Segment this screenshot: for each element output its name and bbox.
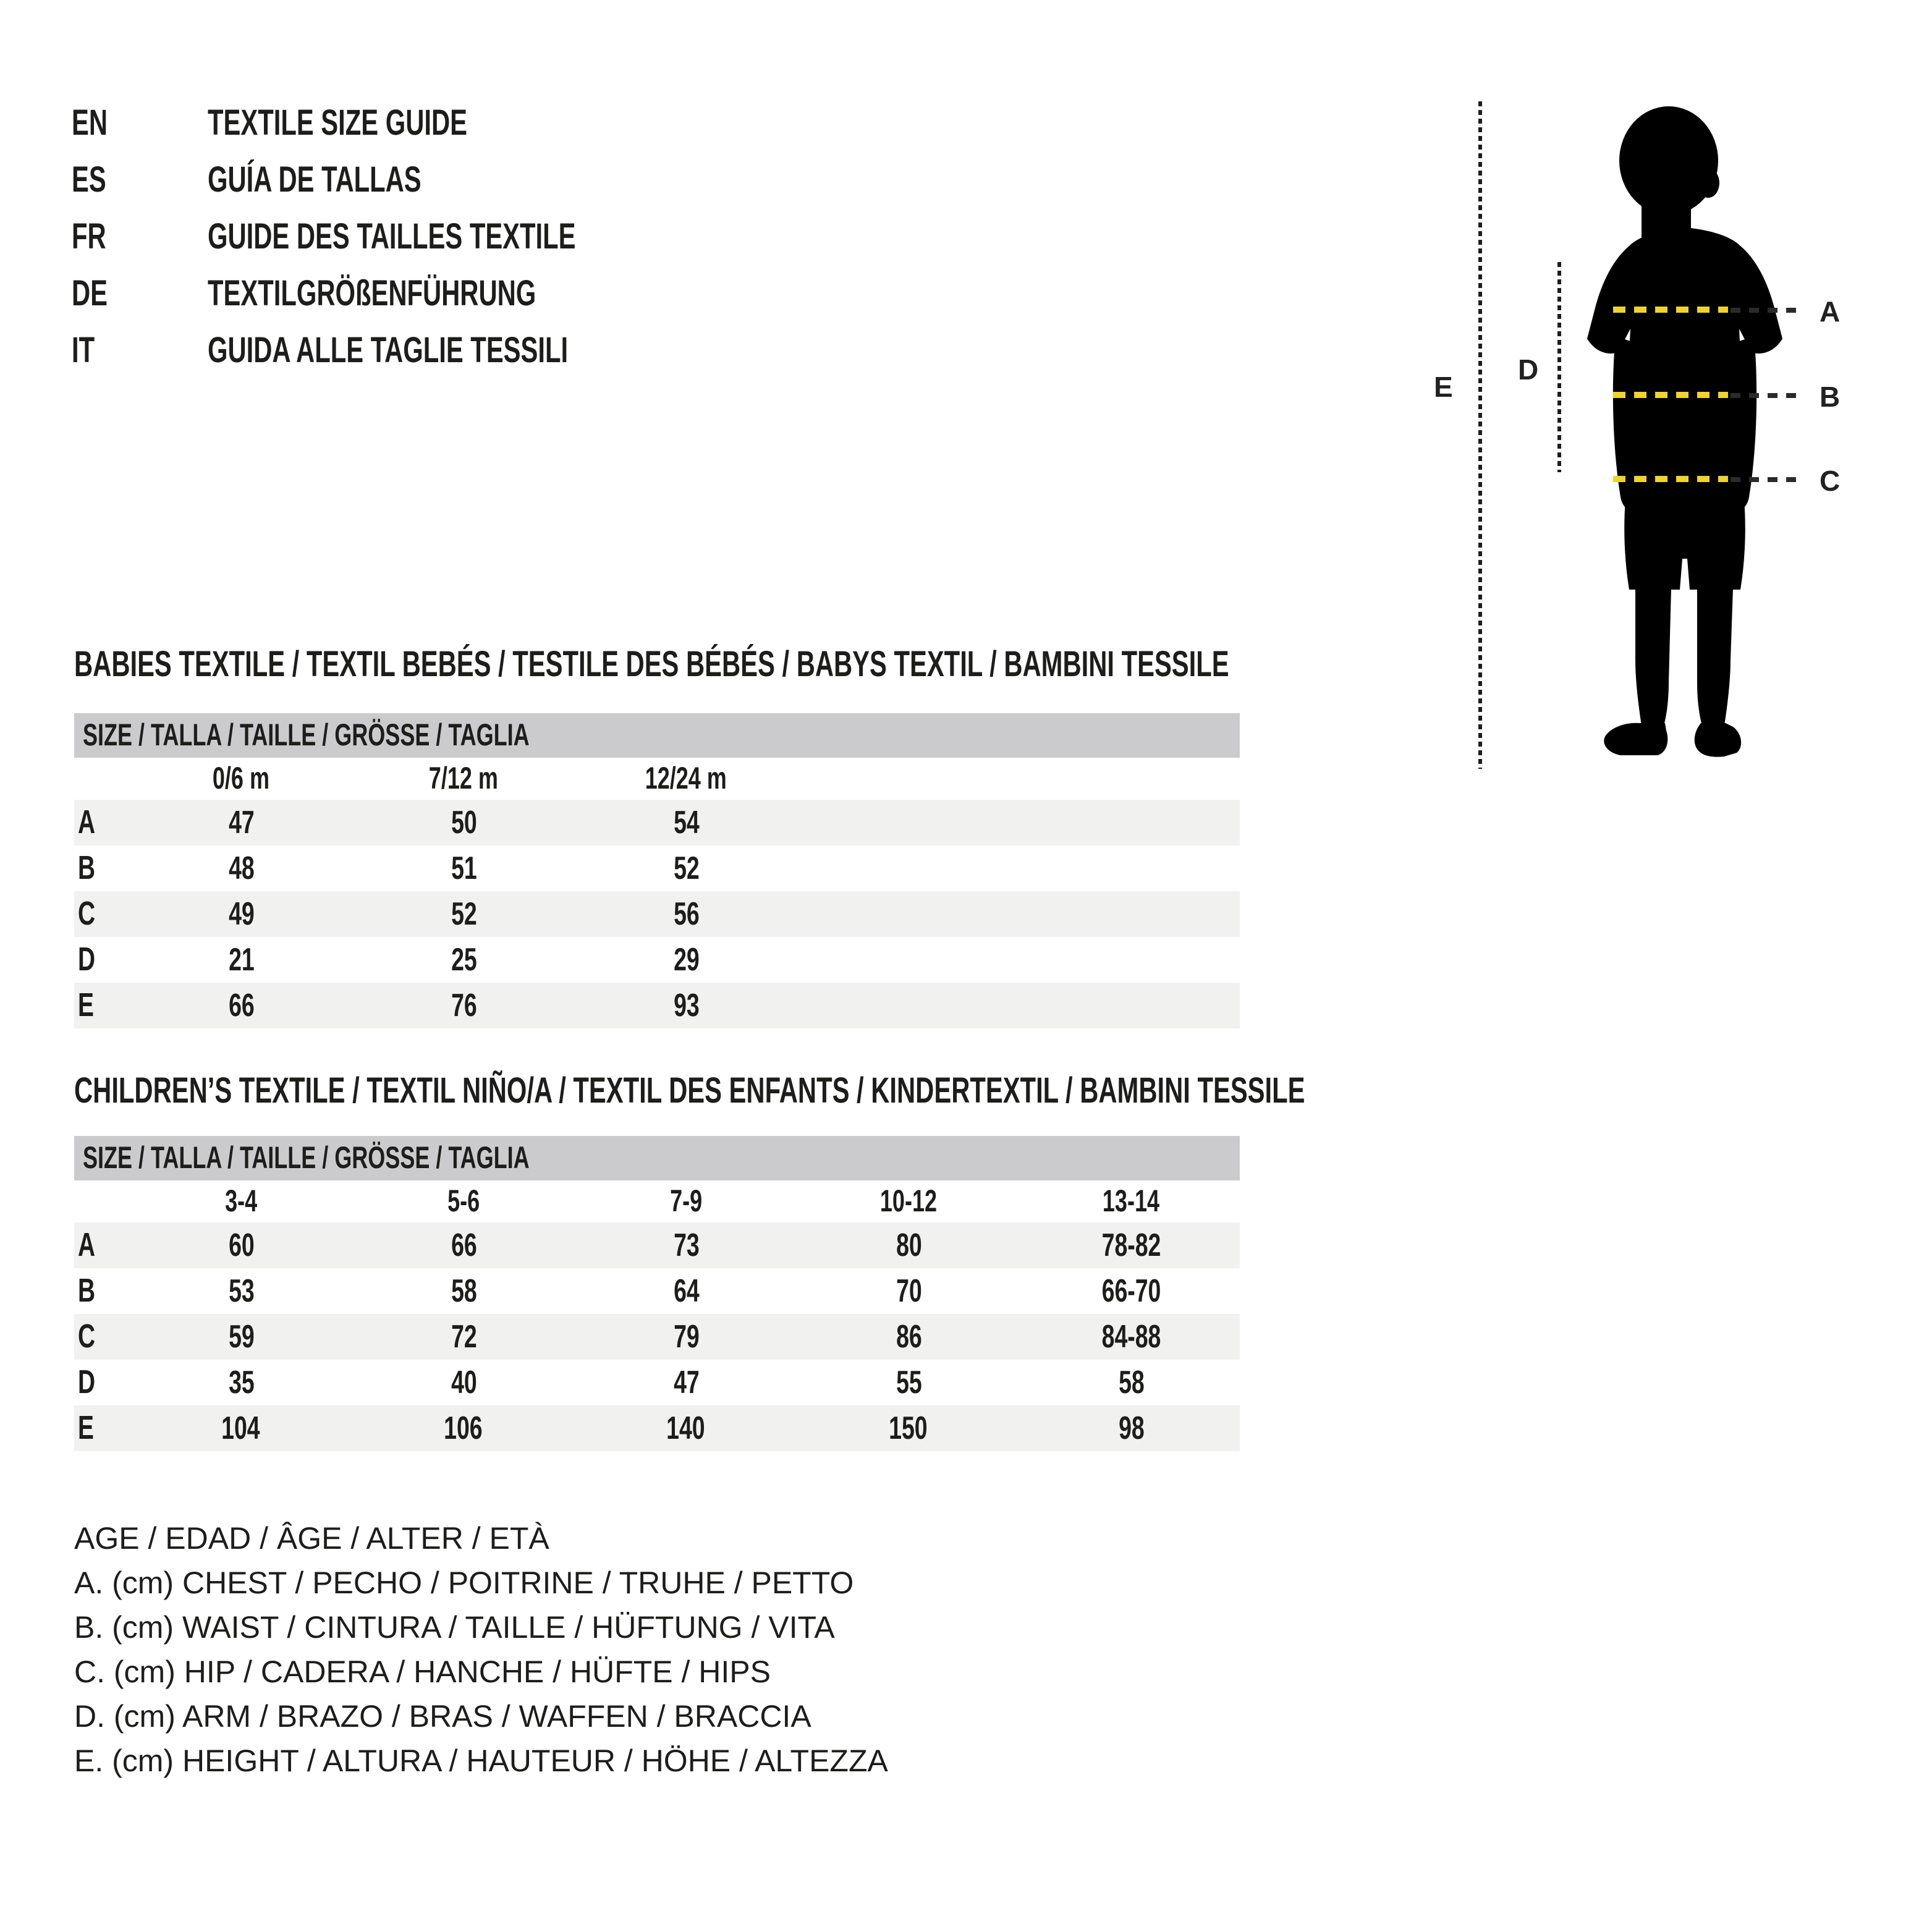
table-cell: 21: [228, 941, 254, 978]
table-cell: 59: [228, 1318, 254, 1355]
figure-label-hip: C: [1820, 465, 1841, 497]
children-section-heading: CHILDREN’S TEXTILE / TEXTIL NIÑO/A / TEXTIL DES ENFANTS / KINDERTEXTIL / BAMBINI TESSILE: [74, 1072, 1305, 1111]
table-cell: 84-88: [1101, 1318, 1161, 1355]
arm-measure-dotted-line: [1557, 262, 1561, 472]
row-label: E: [78, 986, 94, 1023]
chest-measure-line-dark: [1731, 308, 1799, 313]
table-cell: 70: [896, 1272, 922, 1309]
language-code: EN: [72, 104, 108, 143]
language-code: DE: [72, 274, 108, 314]
figure-label-arm: D: [1518, 354, 1539, 386]
language-row-de: [72, 274, 719, 331]
table-cell: 35: [228, 1363, 254, 1400]
table-cell: 80: [896, 1226, 922, 1263]
table-cell: 76: [451, 986, 477, 1023]
legend-arm-line: D. (cm) ARM / BRAZO / BRAS / WAFFEN / BRACCIA: [74, 1700, 811, 1734]
table-cell: 54: [673, 803, 699, 841]
figure-label-height: E: [1434, 371, 1453, 403]
table-cell: 51: [451, 849, 477, 886]
table-row: [74, 1222, 1240, 1268]
guide-title-fr: GUIDE DES TAILLES TEXTILE: [208, 218, 576, 257]
column-header: 10-12: [879, 1184, 938, 1218]
table-cell: 93: [673, 986, 699, 1023]
language-row-it: [72, 331, 719, 388]
table-cell: 48: [228, 849, 254, 886]
waist-measure-line-dark: [1731, 393, 1799, 398]
table-cell: 25: [451, 941, 477, 978]
babies-column-header-row: [74, 758, 1240, 800]
language-title-list: [72, 104, 719, 388]
table-cell: 64: [673, 1272, 699, 1309]
table-cell: 98: [1118, 1409, 1144, 1446]
table-row: [74, 1268, 1240, 1314]
child-silhouette-figure: [1580, 104, 1790, 765]
row-label: A: [78, 1226, 96, 1263]
language-code: ES: [72, 161, 106, 200]
table-cell: 150: [889, 1409, 928, 1446]
table-cell: 73: [673, 1226, 699, 1263]
row-label: D: [78, 941, 96, 978]
row-label: B: [78, 849, 96, 886]
babies-section-heading: BABIES TEXTILE / TEXTIL BEBÉS / TESTILE DES BÉBÉS / BABYS TEXTIL / BAMBINI TESSILE: [74, 645, 1229, 685]
legend-chest-line: A. (cm) CHEST / PECHO / POITRINE / TRUHE / PETTO: [74, 1566, 854, 1601]
table-cell: 104: [221, 1409, 261, 1446]
column-header: 7/12 m: [428, 761, 499, 795]
figure-label-waist: B: [1820, 381, 1841, 413]
hip-measure-line-dark: [1731, 477, 1799, 482]
guide-title-en: TEXTILE SIZE GUIDE: [208, 104, 467, 143]
children-size-table: [74, 1180, 1240, 1451]
table-cell: 66: [451, 1226, 477, 1263]
column-header: 13-14: [1102, 1184, 1160, 1218]
guide-title-es: GUÍA DE TALLAS: [208, 161, 422, 200]
language-row-es: [72, 161, 719, 218]
table-cell: 55: [896, 1363, 922, 1400]
table-cell: 29: [673, 941, 699, 978]
table-cell: 53: [228, 1272, 254, 1309]
figure-label-chest: A: [1820, 295, 1841, 328]
table-cell: 60: [228, 1226, 254, 1263]
chest-measure-line-yellow: [1613, 307, 1728, 313]
column-header: 12/24 m: [645, 761, 727, 795]
table-row: [74, 937, 1240, 983]
table-cell: 66-70: [1101, 1272, 1161, 1309]
row-label: D: [78, 1363, 96, 1400]
children-column-header-row: [74, 1180, 1240, 1222]
row-label: C: [78, 1318, 96, 1355]
table-row: [74, 800, 1240, 845]
table-cell: 50: [451, 803, 477, 841]
table-row: [74, 891, 1240, 937]
table-cell: 52: [451, 895, 477, 932]
legend-age-line: AGE / EDAD / ÂGE / ALTER / ETÀ: [74, 1522, 549, 1556]
table-cell: 52: [673, 849, 699, 886]
row-label: E: [78, 1409, 94, 1446]
table-cell: 47: [673, 1363, 699, 1400]
row-label: B: [78, 1272, 96, 1309]
row-label: C: [78, 895, 96, 932]
children-size-header-band: SIZE / TALLA / TAILLE / GRÖSSE / TAGLIA: [74, 1136, 1240, 1180]
table-cell: 49: [228, 895, 254, 932]
table-cell: 66: [228, 986, 254, 1023]
language-row-fr: [72, 218, 719, 274]
table-cell: 78-82: [1101, 1226, 1161, 1263]
column-header: 0/6 m: [212, 761, 270, 795]
babies-size-table: [74, 758, 1240, 1028]
table-cell: 140: [666, 1409, 706, 1446]
babies-size-header-band: SIZE / TALLA / TAILLE / GRÖSSE / TAGLIA: [74, 713, 1240, 758]
legend-hip-line: C. (cm) HIP / CADERA / HANCHE / HÜFTE / HIPS: [74, 1655, 771, 1690]
column-header: 7-9: [669, 1184, 703, 1218]
legend-waist-line: B. (cm) WAIST / CINTURA / TAILLE / HÜFTUNG / VITA: [74, 1611, 835, 1645]
table-cell: 86: [896, 1318, 922, 1355]
table-cell: 58: [451, 1272, 477, 1309]
table-cell: 58: [1118, 1363, 1144, 1400]
table-row: [74, 845, 1240, 891]
table-row: [74, 983, 1240, 1028]
language-code: IT: [72, 331, 95, 371]
table-cell: 40: [451, 1363, 477, 1400]
legend-height-line: E. (cm) HEIGHT / ALTURA / HAUTEUR / HÖHE / ALTEZZA: [74, 1744, 888, 1779]
table-row: [74, 1314, 1240, 1360]
table-row: [74, 1360, 1240, 1405]
row-label: A: [78, 803, 96, 841]
table-cell: 56: [673, 895, 699, 932]
table-cell: 106: [444, 1409, 483, 1446]
waist-measure-line-yellow: [1613, 392, 1728, 398]
table-cell: 47: [228, 803, 254, 841]
table-cell: 79: [673, 1318, 699, 1355]
table-cell: 72: [451, 1318, 477, 1355]
language-row-en: [72, 104, 719, 161]
guide-title-it: GUIDA ALLE TAGLIE TESSILI: [208, 331, 569, 371]
column-header: 3-4: [224, 1184, 258, 1218]
guide-title-de: TEXTILGRÖßENFÜHRUNG: [208, 274, 536, 314]
hip-measure-line-yellow: [1613, 476, 1728, 482]
column-header: 5-6: [447, 1184, 480, 1218]
language-code: FR: [72, 218, 106, 257]
table-row: [74, 1405, 1240, 1451]
measurement-legend: [74, 1520, 888, 1787]
